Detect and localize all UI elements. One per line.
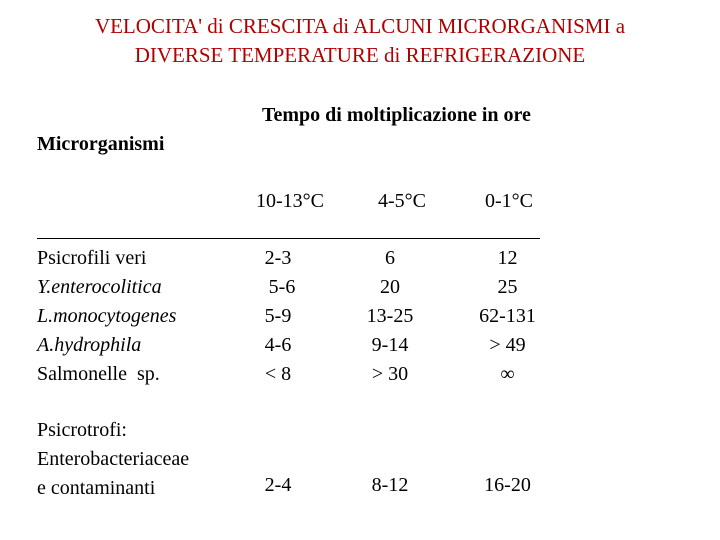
organism-name: Salmonelle sp. — [37, 363, 160, 385]
group2-value-4-5: 8-12 — [371, 474, 409, 496]
organisms-header: Microrganismi — [37, 133, 165, 155]
organism-name: Psicrotrofi: — [37, 419, 127, 441]
title-line-1: VELOCITA' di CRESCITA di ALCUNI MICRORGANISMI a — [94, 14, 626, 38]
group1-col-0-1 — [460, 244, 555, 389]
header-divider — [37, 238, 540, 239]
title-line-2: DIVERSE TEMPERATURE di REFRIGERAZIONE — [134, 43, 586, 67]
value-cell: 25 — [497, 276, 518, 298]
group2-names — [37, 416, 189, 503]
organism-name: Y.enterocolitica — [37, 276, 162, 298]
group1-col-4-5 — [350, 244, 430, 389]
value-cell: < 8 — [264, 363, 292, 385]
temp-header-10-13: 10-13°C — [256, 190, 324, 212]
organism-name: Enterobacteriaceae — [37, 448, 190, 470]
organism-name: e contaminanti — [37, 477, 156, 499]
value-cell: 5-6 — [268, 276, 296, 298]
value-cell: 2-3 — [264, 247, 292, 269]
value-cell: > 49 — [489, 334, 526, 356]
organism-name: A.hydrophila — [37, 334, 142, 356]
slide-title — [0, 12, 720, 70]
value-cell: 12 — [497, 247, 518, 269]
value-cell: 13-25 — [366, 305, 414, 327]
group1-col-10-13 — [245, 244, 311, 389]
value-cell: 62-131 — [479, 305, 536, 327]
value-cell: > 30 — [371, 363, 409, 385]
value-cell: 6 — [385, 247, 395, 269]
value-cell: 4-6 — [264, 334, 292, 356]
value-cell: 5-9 — [264, 305, 292, 327]
value-cell: 20 — [380, 276, 400, 298]
temp-header-0-1: 0-1°C — [485, 190, 533, 212]
value-cell: 9-14 — [371, 334, 409, 356]
group2-value-10-13: 2-4 — [264, 474, 292, 496]
temp-header-4-5: 4-5°C — [378, 190, 426, 212]
value-cell: ∞ — [500, 363, 515, 385]
organism-name: Psicrofili veri — [37, 247, 147, 269]
organism-name: L.monocytogenes — [37, 305, 177, 327]
group2-value-0-1: 16-20 — [484, 474, 531, 496]
time-header: Tempo di moltiplicazione in ore — [262, 104, 531, 126]
group1-names — [37, 244, 176, 389]
